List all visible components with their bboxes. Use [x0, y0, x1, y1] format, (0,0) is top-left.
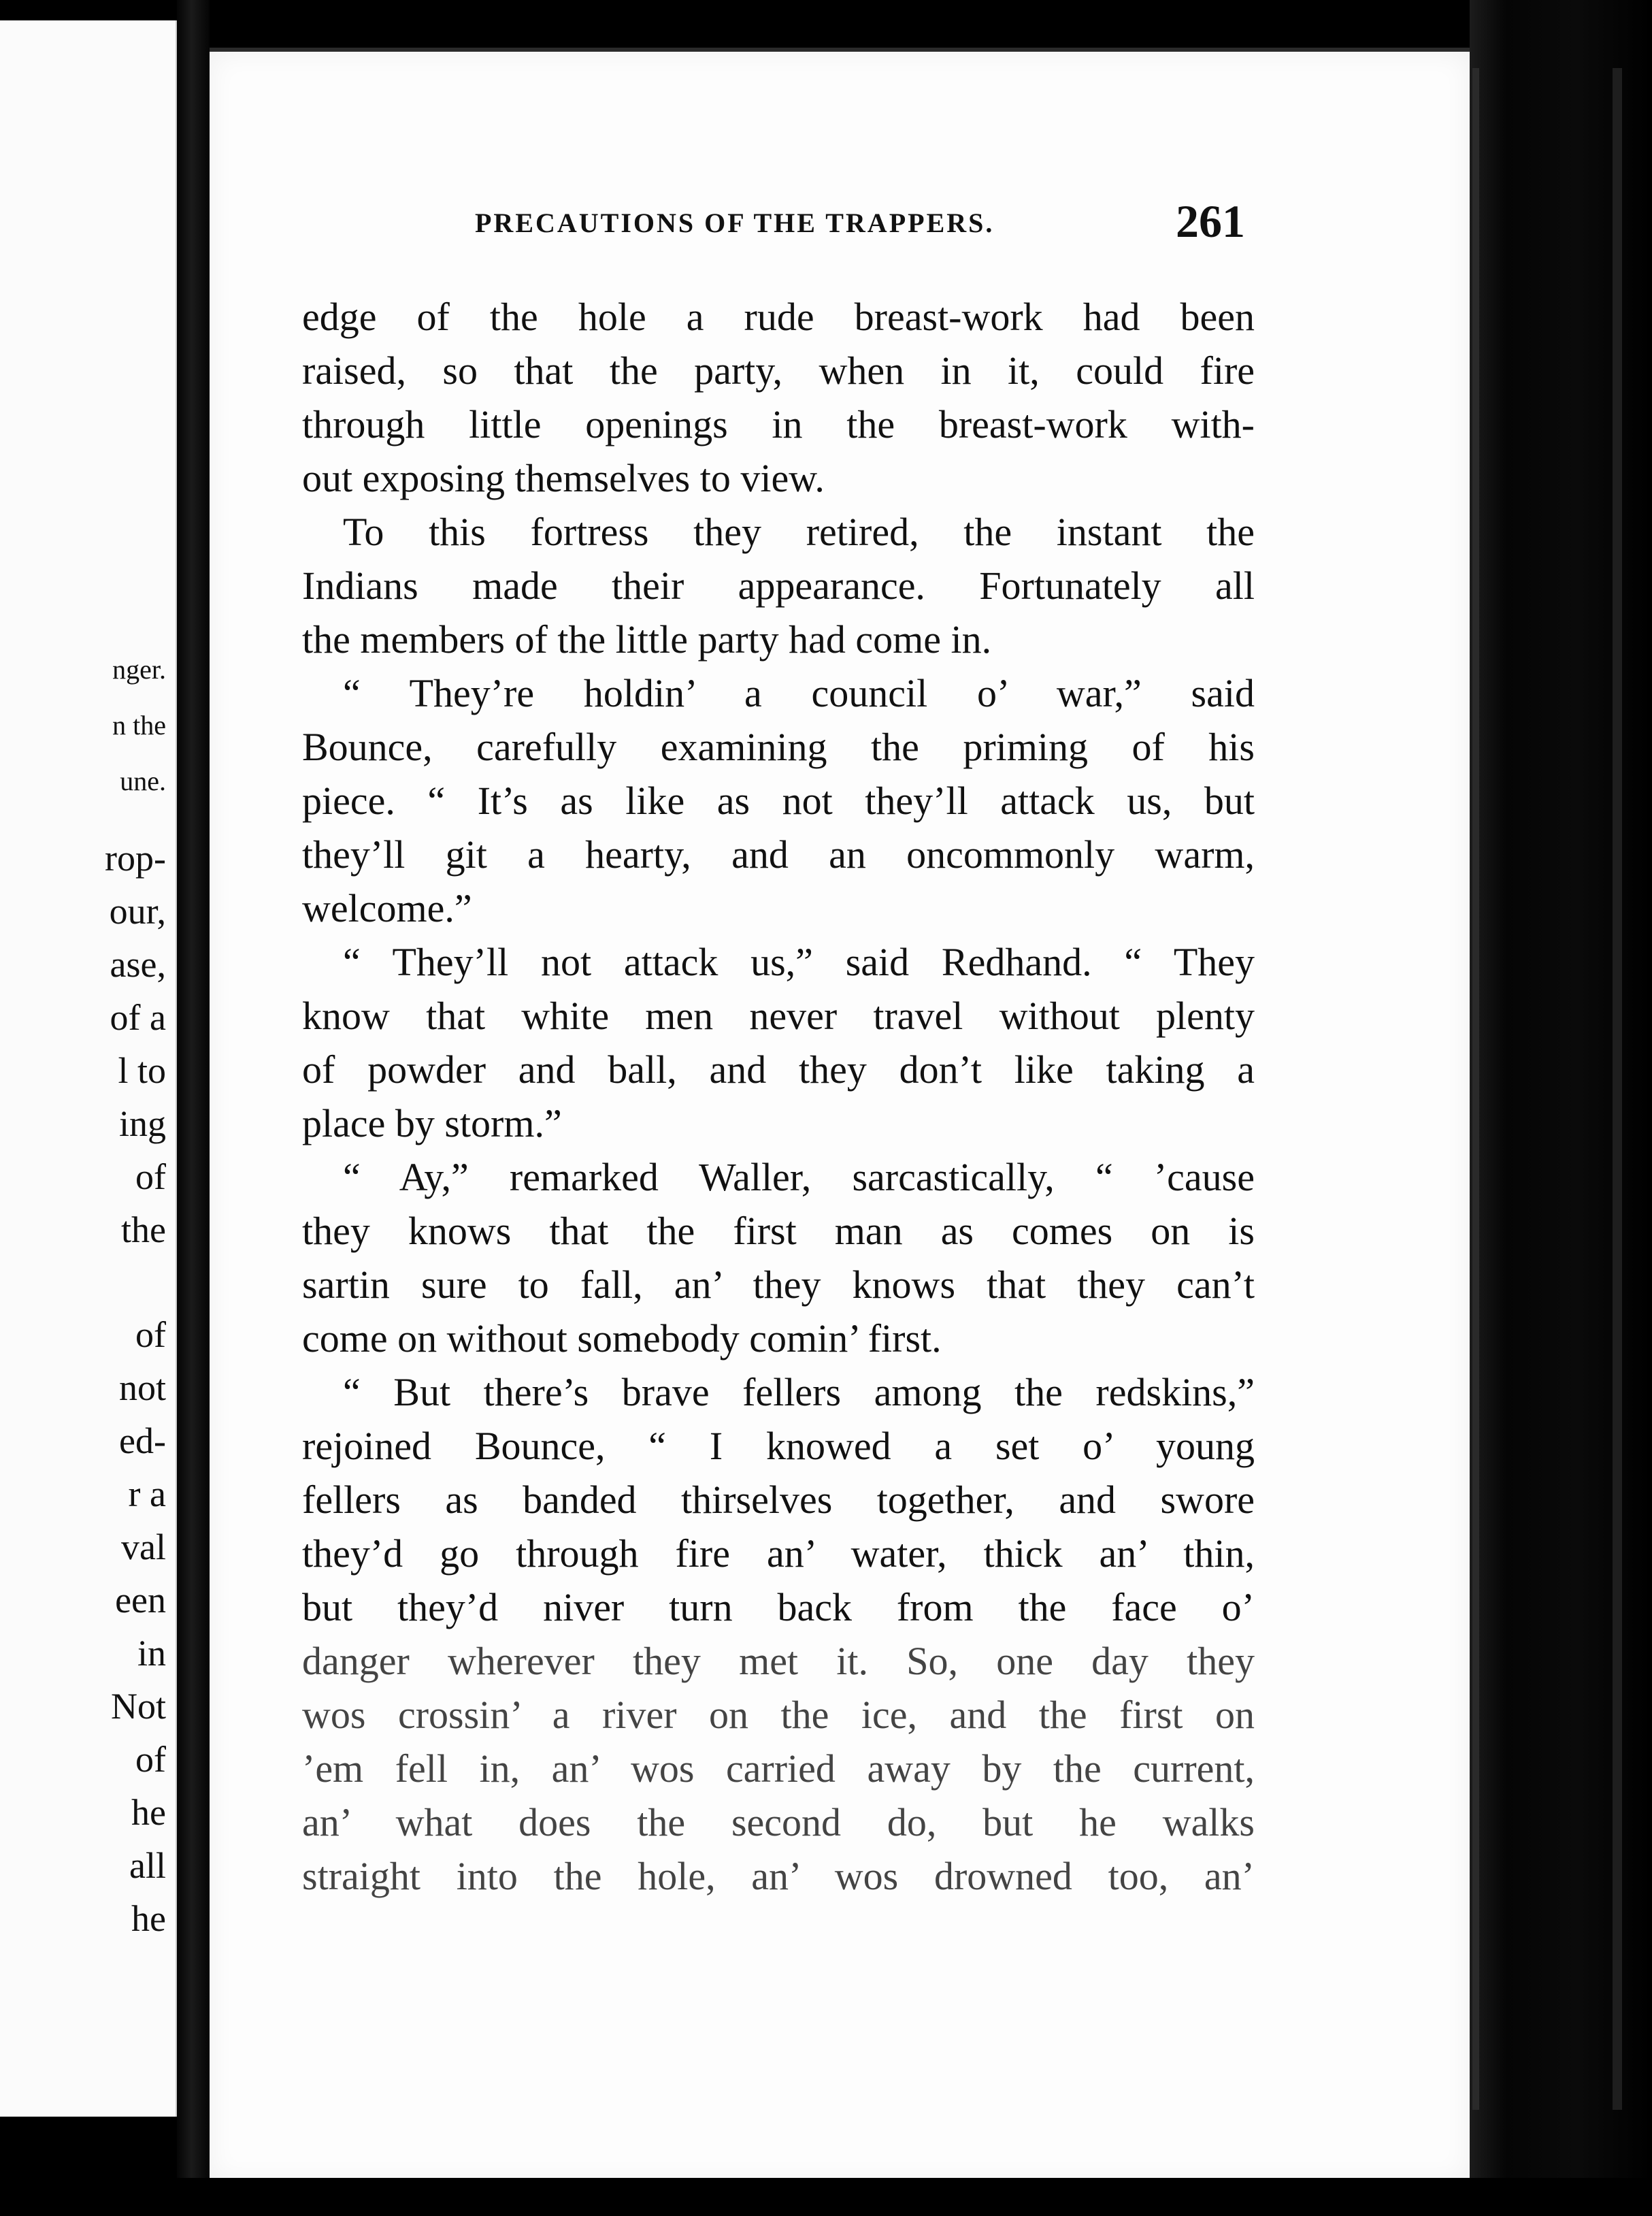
left-page-fragment: he — [131, 1898, 166, 1939]
left-page-fragment: our, — [109, 891, 166, 932]
text-line: “ But there’s brave fellers among the redskins,” — [343, 1370, 1255, 1414]
left-page-fragment: of — [135, 1314, 166, 1355]
text-line: the members of the little party had come in. — [302, 617, 992, 662]
text-line: piece. “ It’s as like as not they’ll attack us, but — [302, 779, 1255, 823]
text-line: through little openings in the breast-work with- — [302, 402, 1255, 446]
left-page-fragment: l to — [118, 1050, 166, 1091]
text-line: “ Ay,” remarked Waller, sarcastically, “ ’cause — [343, 1155, 1255, 1199]
text-line: they knows that the first man as comes on is — [302, 1209, 1255, 1253]
left-page-fragment: une. — [120, 766, 166, 796]
text-line: but they’d niver turn back from the face o’ — [302, 1585, 1255, 1629]
left-page-fragment: of — [135, 1156, 166, 1197]
text-line: come on without somebody comin’ first. — [302, 1316, 942, 1360]
text-line: of powder and ball, and they don’t like taking a — [302, 1047, 1255, 1092]
page-edge-line — [1613, 68, 1622, 2110]
text-line: they’ll git a hearty, and an oncommonly warm, — [302, 832, 1255, 877]
text-line: raised, so that the party, when in it, could fire — [302, 348, 1255, 393]
left-page-fragment: the — [121, 1209, 166, 1250]
text-line: they’d go through fire an’ water, thick an’ thin, — [302, 1531, 1255, 1576]
left-page-fragment: Not — [111, 1686, 166, 1727]
text-line: To this fortress they retired, the instant the — [343, 510, 1255, 554]
text-line: ’em fell in, an’ wos carried away by the current, — [302, 1746, 1255, 1791]
scan-bottom-border — [0, 2178, 1652, 2216]
page-number: 261 — [1176, 195, 1245, 247]
left-page-fragment: val — [121, 1527, 166, 1567]
left-page-fragment: of a — [110, 997, 166, 1038]
text-line: danger wherever they met it. So, one day they — [302, 1639, 1255, 1683]
text-line: “ They’ll not attack us,” said Redhand. “ They — [343, 940, 1255, 984]
left-page-fragment: all — [129, 1845, 166, 1886]
text-line: welcome.” — [302, 886, 472, 930]
page-header — [210, 195, 1470, 249]
left-page-fragment: ase, — [110, 944, 166, 985]
text-line: know that white men never travel without plenty — [302, 994, 1255, 1038]
text-line: place by storm.” — [302, 1101, 562, 1145]
page-edge-line — [1472, 68, 1479, 2110]
book-gutter — [177, 0, 210, 2216]
left-page-fragment: in — [137, 1633, 166, 1674]
left-page-fragment: of — [135, 1739, 166, 1780]
left-page-fragment: r a — [128, 1473, 166, 1514]
text-line: edge of the hole a rude breast-work had been — [302, 295, 1255, 339]
left-page-fragment: not — [118, 1367, 166, 1408]
book-page — [210, 48, 1470, 2182]
text-line: wos crossin’ a river on the ice, and the first on — [302, 1693, 1255, 1737]
left-page-fragment: nger. — [112, 654, 166, 685]
left-page-fragment: rop- — [105, 838, 166, 879]
text-line: “ They’re holdin’ a council o’ war,” said — [343, 671, 1255, 715]
page-stack-edge — [1470, 0, 1652, 2216]
text-line: fellers as banded thirselves together, and swore — [302, 1478, 1255, 1522]
text-line: Bounce, carefully examining the priming of his — [302, 725, 1255, 769]
left-page-fragment: n the — [112, 710, 166, 740]
text-line: out exposing themselves to view. — [302, 456, 825, 500]
left-page-fragment: he — [131, 1792, 166, 1833]
text-line: sartin sure to fall, an’ they knows that they can’t — [302, 1262, 1255, 1307]
left-page-fragment: een — [115, 1580, 166, 1620]
body-text — [302, 290, 1255, 1903]
text-line: Indians made their appearance. Fortunately all — [302, 564, 1255, 608]
left-page-fragment: ed- — [119, 1420, 166, 1461]
left-facing-page — [0, 20, 177, 2117]
left-page-fragment: ing — [118, 1103, 166, 1144]
text-line: rejoined Bounce, “ I knowed a set o’ young — [302, 1424, 1255, 1468]
running-head: PRECAUTIONS OF THE TRAPPERS. — [475, 208, 995, 238]
text-line: an’ what does the second do, but he walks — [302, 1800, 1255, 1844]
text-line: straight into the hole, an’ wos drowned too, an’ — [302, 1854, 1255, 1898]
